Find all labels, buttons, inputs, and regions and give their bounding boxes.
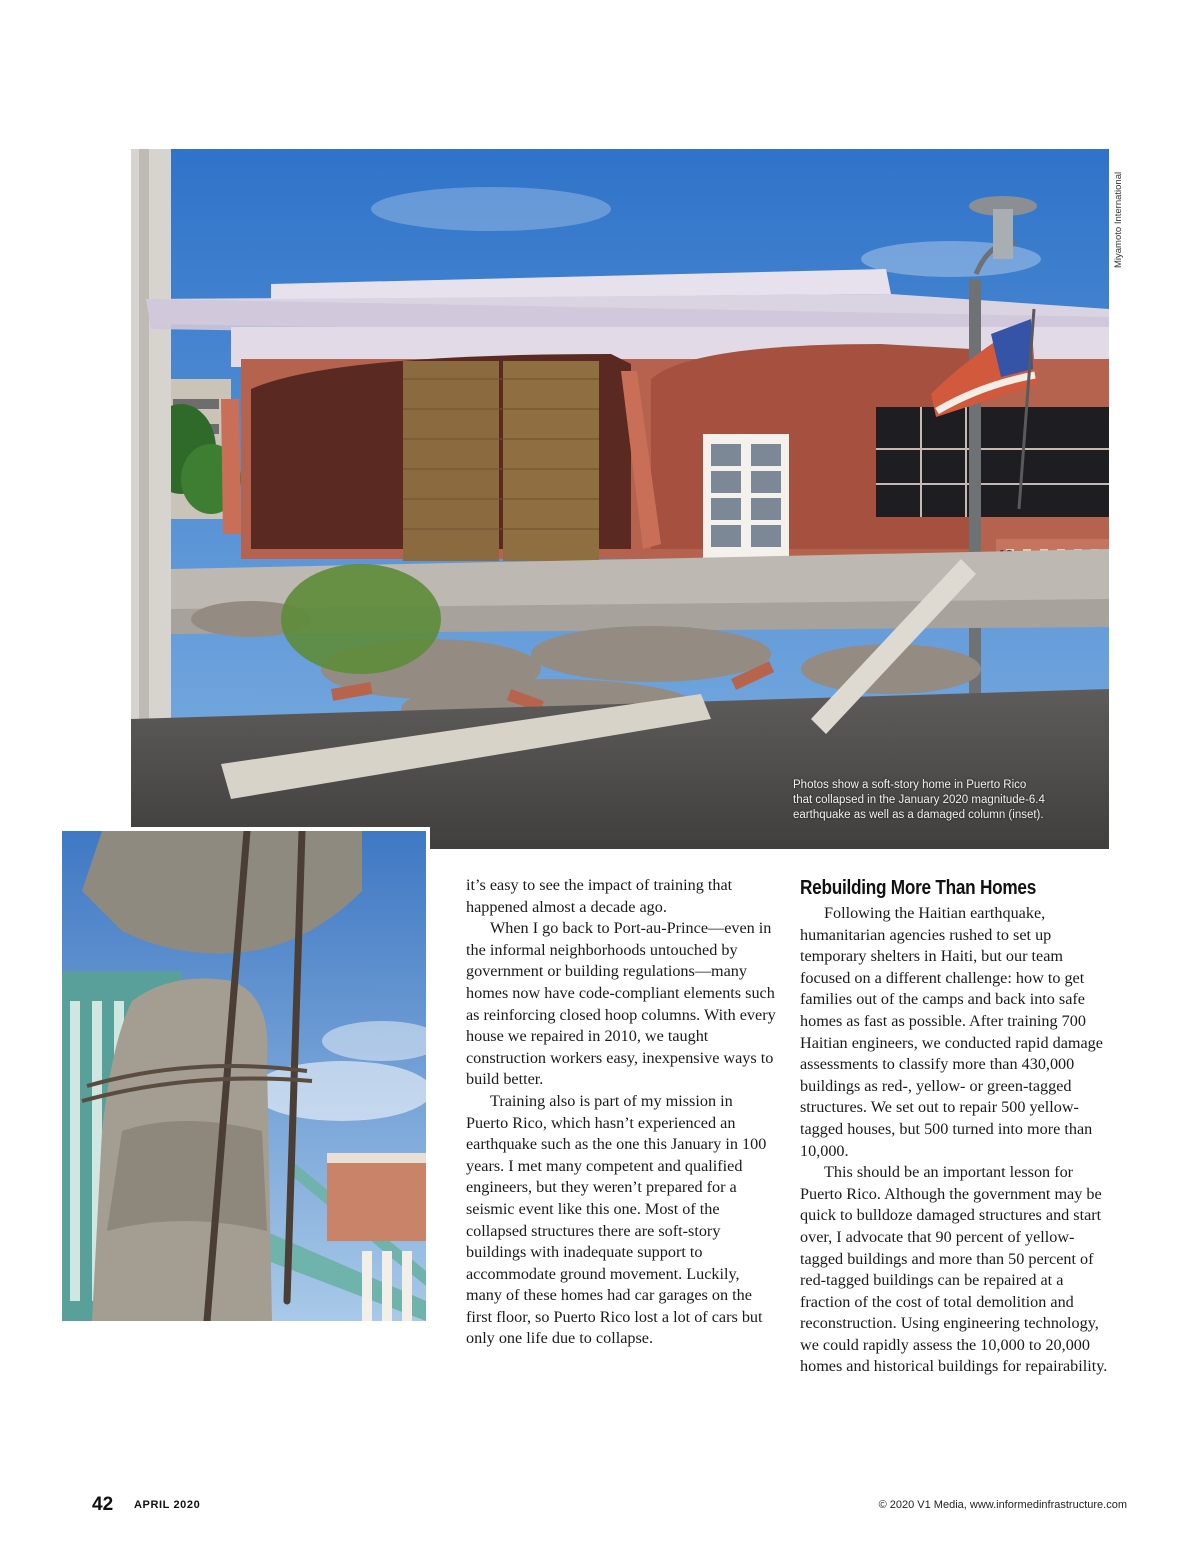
photo-caption (793, 778, 1093, 823)
article-paragraph: This should be an important lesson for Puerto Rico. Although the government may be quick to bulldoze damaged structures and start over, I advocate that 90 percent of yellow-tagged buildings and more than 50 percent of red-tagged buildings can be repaired at a fraction of the cost of total demolition and reconstruction. Using engineering technology, we could rapidly assess the 10,000 to 20,000 homes and historical buildings for repairability. (800, 1163, 1108, 1376)
page-number: 42 (92, 1494, 114, 1515)
article-column-right (800, 875, 1112, 1378)
copyright-notice: © 2020 V1 Media, www.informedinfrastructure.com (878, 1499, 1127, 1511)
caption-line: Photos show a soft-story home in Puerto Rico (793, 779, 1027, 791)
section-heading: Rebuilding More Than Homes (800, 877, 1037, 899)
main-photo (131, 149, 1109, 849)
article-paragraph: Training also is part of my mission in Puerto Rico, which hasn’t experienced an earthquake such as the one this January in 100 years. I met many competent and qualified engineers, but they weren’t prepared for a seismic event like this one. Most of the collapsed structures there are soft-story buildings with inadequate support to accommodate ground movement. Luckily, many of these homes had car garages on the first floor, so Puerto Rico lost a lot of cars but only one life due to collapse. (466, 1091, 767, 1348)
inset-photo (58, 827, 430, 1325)
article-paragraph: it’s easy to see the impact of training that happened almost a decade ago. (466, 876, 733, 916)
damaged-column-illustration (62, 831, 426, 1321)
article-paragraph: When I go back to Port-au-Prince—even in the informal neighborhoods untouched by government or building regulations—many homes now have code-compliant elements such as reinforcing closed hoop columns. With every house we repaired in 2010, we taught construction workers easy, inexpensive ways to build better. (466, 919, 776, 1089)
caption-line: that collapsed in the January 2020 magnitude-6.4 (793, 794, 1045, 806)
issue-date: APRIL 2020 (134, 1499, 201, 1511)
article-column-left (466, 875, 778, 1350)
collapsed-house-illustration (131, 149, 1109, 849)
article-paragraph: Following the Haitian earthquake, humanitarian agencies rushed to set up temporary shelters in Haiti, but our team focused on a different challenge: how to get families out of the camps and back into safe homes as fast as possible. After training 700 Haitian engineers, we conducted rapid damage assessments to classify more than 430,000 buildings as red-, yellow- or green-tagged structures. We set out to repair 500 yellow-tagged houses, but 500 turned into more than 10,000. (800, 904, 1103, 1160)
caption-line: earthquake as well as a damaged column (inset). (793, 809, 1044, 821)
photo-credit: Miyamoto International (1113, 171, 1124, 268)
